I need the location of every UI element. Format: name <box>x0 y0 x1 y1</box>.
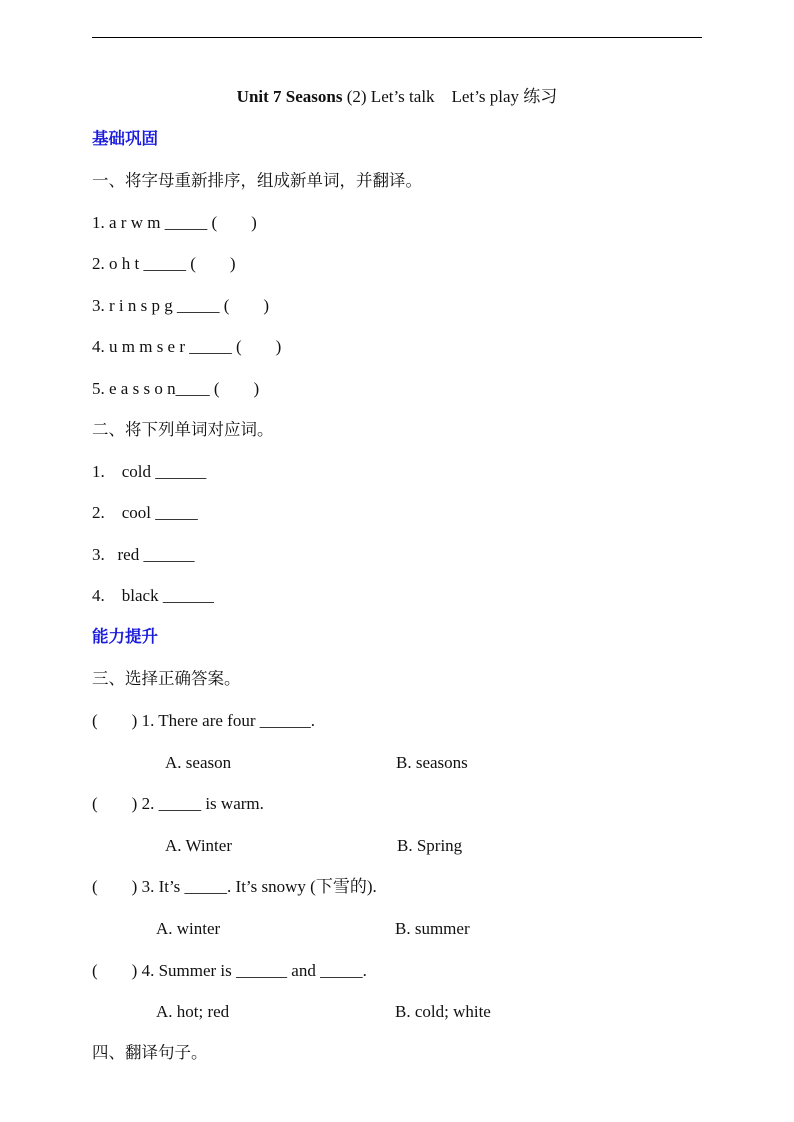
part2-item: 2. cool _____ <box>92 503 198 522</box>
option-a: A. hot; red <box>156 1002 230 1021</box>
option-a: A. Winter <box>165 836 232 855</box>
option-b: B. seasons <box>396 753 468 772</box>
part1-item: 3. r i n s p g _____ ( ) <box>92 296 270 315</box>
title-unit: Unit 7 Seasons <box>236 87 343 106</box>
question-stem: ( ) 4. Summer is ______ and _____. <box>92 961 367 980</box>
part2-item: 3. red ______ <box>92 545 195 564</box>
option-b: B. Spring <box>397 836 463 855</box>
part1-item: 5. e a s s o n____ ( ) <box>92 379 260 398</box>
page-title <box>0 86 794 108</box>
part1-item: 1. a r w m _____ ( ) <box>92 213 257 232</box>
title-subtitle: (2) Let’s talk Let’s play 练习 <box>342 87 558 106</box>
part4-heading: 四、翻译句子。 <box>92 1043 208 1062</box>
question-stem: ( ) 2. _____ is warm. <box>92 794 264 813</box>
part1-heading: 一、将字母重新排序，组成新单词，并翻译。 <box>92 171 422 190</box>
header-rule <box>92 37 702 38</box>
option-a: A. season <box>165 753 232 772</box>
section-basic-heading: 基础巩固 <box>92 129 158 148</box>
question-stem: ( ) 1. There are four ______. <box>92 711 315 730</box>
part3-heading: 三、选择正确答案。 <box>92 669 241 688</box>
option-b: B. cold; white <box>395 1002 491 1021</box>
part2-item: 1. cold ______ <box>92 462 207 481</box>
part1-item: 4. u m m s e r _____ ( ) <box>92 337 282 356</box>
option-b: B. summer <box>395 919 470 938</box>
question-stem: ( ) 3. It’s _____. It’s snowy (下雪的). <box>92 877 377 896</box>
part2-heading: 二、将下列单词对应词。 <box>92 420 274 439</box>
option-a: A. winter <box>156 919 221 938</box>
part1-item: 2. o h t _____ ( ) <box>92 254 236 273</box>
part2-item: 4. black ______ <box>92 586 214 605</box>
section-advanced-heading: 能力提升 <box>92 627 158 646</box>
